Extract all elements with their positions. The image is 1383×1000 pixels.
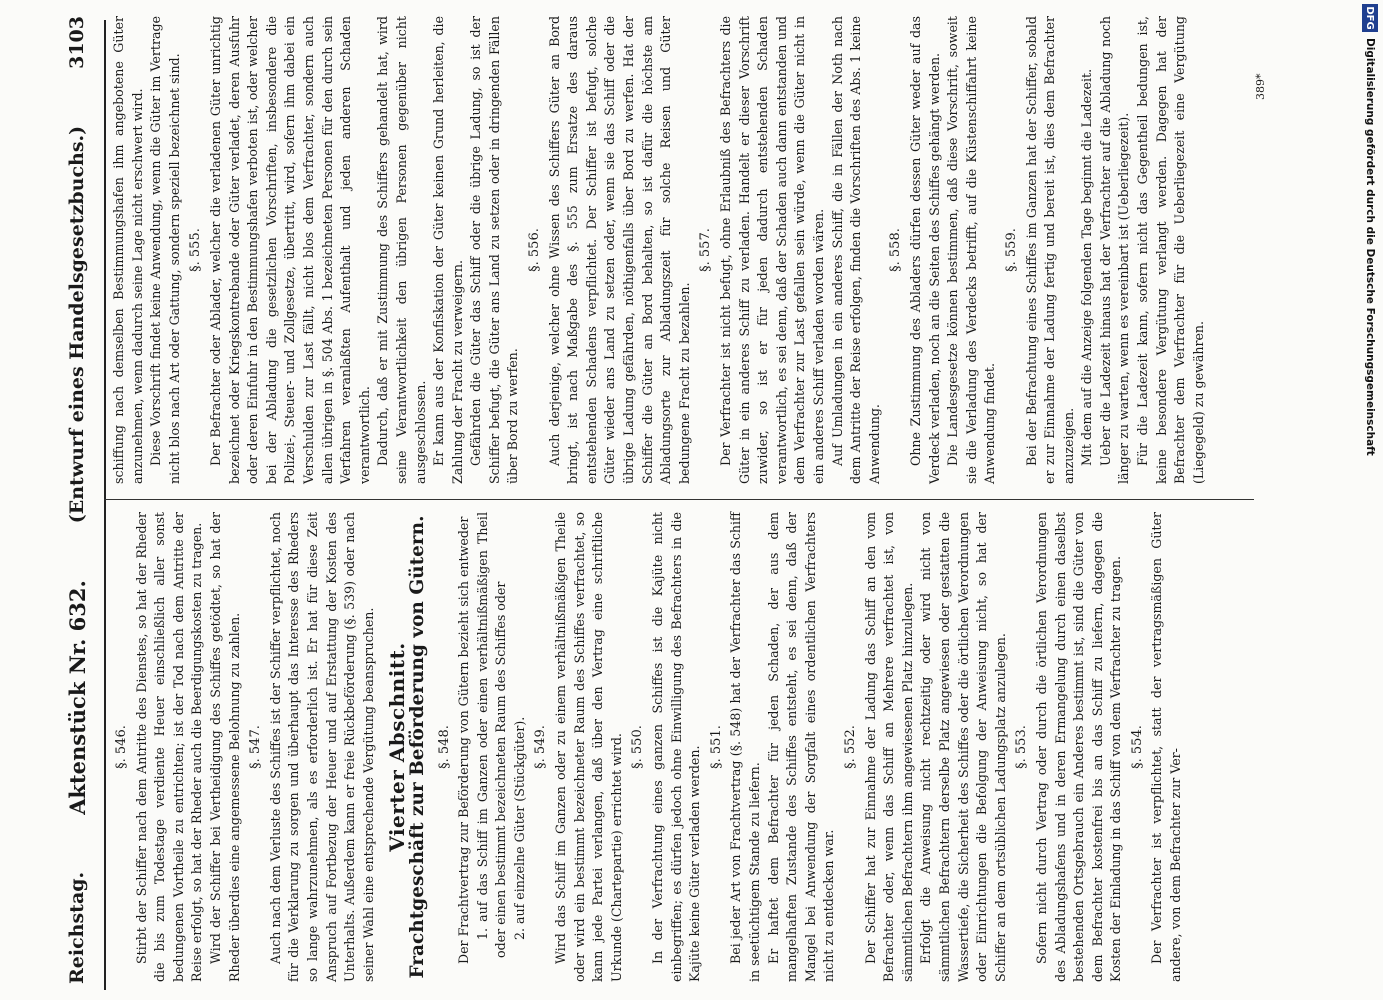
signature-mark: 389* [1254,73,1267,100]
section-heading: §. 550. [630,725,646,769]
paragraph: Er haftet dem Befrachter für jeden Schaden, der aus dem mangelhaften Zustande des Schiffes entsteht, es sei denn, daß der Mangel bei Anwendung der Sorgfalt eines ordentlichen Verfrachters nicht zu entdecken war. [765,512,837,982]
paragraph: Der Befrachter oder Ablader, welcher die verladenen Güter unrichtig bezeichnet oder Kriegskontrebande oder Güter verladet, deren Ausfuhr oder deren Einfuhr in den Bestimmungshafen verboten ist, oder welcher bei der Abladung die gesetzlichen Vorschriften, insbesondere die Polizei-, Steuer- und Zollgesetze, übertritt, wird, sofern ihm dabei ein Verschulden zur Last fällt, nicht blos dem Verfrachter, sondern auch allen übrigen in §. 504 Abs. 1 bezeichneten Personen für den durch sein Verfahren veranlaßten Aufenthalt und jeden anderen Schaden verantwortlich. [207,16,372,484]
dfg-logo-icon: DFG [1362,4,1378,32]
page-header [52,16,102,984]
section-heading: §. 554. [1129,725,1145,769]
dfg-watermark [1354,0,1383,1000]
section-heading: §. 553. [1014,725,1030,769]
paragraph: Die Landesgesetze können bestimmen, daß diese Vorschrift, soweit sie die Verladung des Verdecks betrifft, auf die Küstenschiffahrt keine Anwendung findet. [945,16,998,484]
list-item: 2. auf einzelne Güter (Stückgüter). [511,716,527,940]
paragraph: Mit dem auf die Anzeige folgenden Tage beginnt die Ladezeit. [1079,68,1095,466]
section-heading: §. 558. [888,228,904,272]
paragraph: Stirbt der Schiffer nach dem Antritte des Dienstes, so hat der Rheder die bis zum Todestage verdiente Heuer einschließlich aller sonst bedungenen Vortheile zu entrichten; ist der Tod nach dem Antritte der Reise erfolgt, so hat der Rheder auch die Beerdigungskosten zu tragen. [133,512,205,982]
right-column [110,16,1208,484]
section-heading: §. 549. [533,725,549,769]
paragraph: Auch derjenige, welcher ohne Wissen des Schiffers Güter an Bord bringt, ist nach Maßgabe des §. 555 zum Ersatze des daraus entstehenden Schadens verpflichtet. Der Schiffer ist befugt, solche Güter wieder ans Land zu setzen oder, wenn sie das Schiff oder die übrige Ladung gefährden, nöthigenfalls über Bord zu werfen. Hat der Schiffer die Güter an Bord behalten, so ist dafür die höchste am Abladungsorte zur Abladungszeit für solche Reisen und Güter bedungene Fracht zu bezahlen. [546,16,692,484]
chapter-subtitle: Frachtgeschäft zur Beförderung von Gütern. [406,515,428,979]
section-heading: §. 556. [527,228,543,272]
section-heading: §. 548. [436,725,452,769]
section-heading: §. 555. [188,228,204,272]
paragraph: Ueber die Ladezeit hinaus hat der Verfrachter auf die Abladung noch länger zu warten, wenn es vereinbart ist (Ueberliegezeit). [1097,16,1132,484]
paragraph: Diese Vorschrift findet keine Anwendung, wenn die Güter im Vertrage nicht blos nach Art oder Gattung, sondern speziell bezeichnet sind. [148,16,182,484]
paragraph: Bei der Befrachtung eines Schiffes im Ganzen hat der Schiffer, sobald er zur Einnahme der Ladung fertig und bereit ist, dies dem Befrachter anzuzeigen. [1023,16,1076,484]
paragraph: Bei jeder Art von Frachtvertrag (§. 548) hat der Verfrachter das Schiff in seetüchtigem Stande zu liefern. [728,512,762,982]
paragraph: Ohne Zustimmung des Abladers dürfen dessen Güter weder auf das Verdeck verladen, noch an die Seiten des Schiffes gehängt werden. [907,16,942,484]
section-heading: §. 552. [842,725,858,769]
left-column [110,512,1186,982]
paragraph: Sofern nicht durch Vertrag oder durch die örtlichen Verordnungen des Abladungshafens und in deren Ermangelung durch einen daselbst bestehenden Ortsgebrauch ein Anderes bestimmt ist, sind die Güter von dem Befrachter kostenfrei bis an das Schiff zu liefern, dagegen die Kosten der Einladung in das Schiff von dem Verfrachter zu tragen. [1033,512,1124,982]
section-heading: §. 557. [698,228,714,272]
paragraph: Auch nach dem Verluste des Schiffes ist der Schiffer verpflichtet, noch für die Verklarung zu sorgen und überhaupt das Interesse des Rheders so lange wahrzunehmen, als es erforderlich ist. Er hat für diese Zeit Anspruch auf Fortbezug der Heuer und auf Erstattung der Kosten des Unterhalts. Außerdem kann er freie Rückbeförderung (§. 539) oder nach seiner Wahl eine entsprechende Vergütung beanspruchen. [267,512,376,982]
paragraph: Erfolgt die Anweisung nicht rechtzeitig oder wird nicht von sämmtlichen Befrachtern derselbe Platz angewiesen oder gestatten die Wassertiefe, die Sicherheit des Schiffes oder die örtlichen Verordnungen oder Einrichtungen die Befolgung der Anweisung nicht, so hat der Schiffer an dem ortsüblichen Ladungsplatz anzulegen. [918,512,1008,982]
paragraph: Auf Umladungen in ein anderes Schiff, die in Fällen der Noth nach dem Antritte der Reise erfolgen, finden die Vorschriften des Abs. 1 keine Anwendung. [829,16,882,484]
paragraph: schiffung nach demselben Bestimmungshafen ihm angebotene Güter anzunehmen, wenn dadurch seine Lage nicht erschwert wird. [111,16,145,484]
paragraph: Der Frachtvertrag zur Beförderung von Gütern bezieht sich entweder [456,516,472,964]
paragraph: Er kann aus der Konfiskation der Güter keinen Grund herleiten, die Zahlung der Fracht zu verweigern. [431,16,465,484]
header-left: Reichstag. [66,871,88,984]
paragraph: Wird der Schiffer bei Vertheidigung des Schiffes getödtet, so hat der Rheder überdies eine angemessene Belohnung zu zahlen. [207,512,242,982]
paragraph: In der Verfrachtung eines ganzen Schiffes ist die Kajüte nicht einbegriffen; es dürfen jedoch ohne Einwilligung des Befrachters in die Kajüte keine Güter verladen werden. [650,512,703,982]
chapter-heading: Vierter Abschnitt. [385,642,410,852]
section-heading: §. 546. [114,725,129,769]
header-document-number: Aktenstück Nr. 632. [64,580,90,815]
page-number: 3103 [66,16,88,69]
section-heading: §. 559. [1003,228,1019,272]
header-title: (Entwurf eines Handelsgesetzbuchs.) [66,125,88,524]
paragraph: Der Verfrachter ist verpflichtet, statt der vertragsmäßigen Güter andere, von dem Befrachter zur Ver- [1149,512,1184,982]
section-heading: §. 551. [708,725,724,769]
list-item: 1. auf das Schiff im Ganzen oder einen verhältnißmäßigen Theil oder einen bestimmt bezeichneten Raum des Schiffes oder [474,512,509,958]
watermark-text: Digitalisierung gefördert durch die Deutsche Forschungsgemeinschaft [1364,38,1376,456]
section-heading: §. 547. [248,725,264,769]
paragraph: Gefährden die Güter das Schiff oder die übrige Ladung, so ist der Schiffer befugt, die Güter ans Land zu setzen oder in dringenden Fällen über Bord zu werfen. [468,16,521,484]
paragraph: Der Schiffer hat zur Einnahme der Ladung das Schiff an den vom Befrachter oder, wenn das Schiff an Mehrere verfrachtet ist, von sämmtlichen Befrachtern ihm angewiesenen Platz hinzulegen. [862,512,915,982]
header-rule [104,20,106,990]
paragraph: Für die Ladezeit kann, sofern nicht das Gegentheil bedungen ist, keine besondere Vergütung verlangt werden. Dagegen hat der Befrachter dem Verfrachter für die Ueberliegezeit eine Vergütung (Liegegeld) zu gewähren. [1135,16,1206,484]
paragraph: Der Verfrachter ist nicht befugt, ohne Erlaubniß des Befrachters die Güter in ein anderes Schiff zu verladen. Handelt er dieser Vorschrift zuwider, so ist er für jeden dadurch entstehenden Schaden verantwortlich, es sei denn, daß der Schaden auch dann entstanden und dem Verfrachter zur Last gefallen sein würde, wenn die Güter nicht in ein anderes Schiff verladen worden wären. [718,16,826,484]
paragraph: Wird das Schiff im Ganzen oder zu einem verhältnißmäßigen Theile oder wird ein bestimmt bezeichneter Raum des Schiffes verfrachtet, so kann jede Partei verlangen, daß über den Vertrag eine schriftliche Urkunde (Chartepartie) errichtet wird. [553,512,624,982]
paragraph: Dadurch, daß er mit Zustimmung des Schiffers gehandelt hat, wird seine Verantwortlichkeit den übrigen Personen gegenüber nicht ausgeschlossen. [375,16,428,484]
column-divider [104,499,1254,500]
